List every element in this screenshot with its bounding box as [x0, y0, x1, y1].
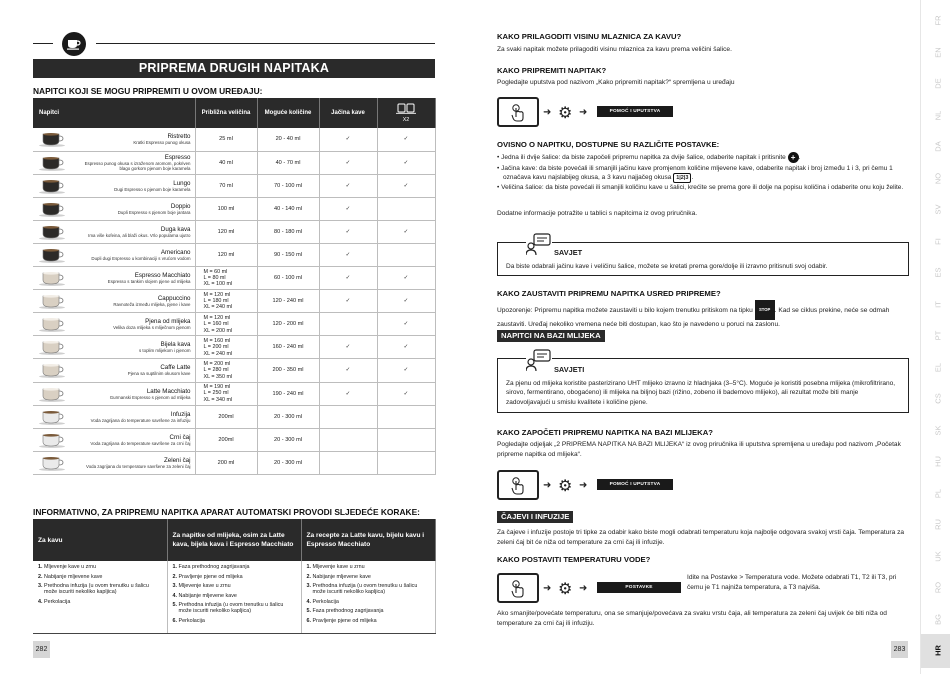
table-row	[33, 428, 435, 451]
language-tab-da[interactable]: DA	[933, 141, 943, 152]
col-drinks: Napitci	[33, 98, 195, 128]
coffee-cup-icon	[62, 32, 86, 56]
tip-box-2	[497, 358, 909, 413]
step-item: 4. Nabijanje mljevene kave	[172, 592, 237, 599]
cup-image	[37, 271, 68, 286]
double-cell: ✓	[377, 382, 435, 405]
col-double-cup: X2	[377, 98, 435, 128]
double-cell	[377, 243, 435, 266]
table-row	[33, 128, 435, 151]
step-item: 4. Perkolacija	[306, 598, 339, 605]
bullet-strength: • Jačina kave: da biste povećali ili smanjili jačinu kave promjenom količine mljevene kave, odaberite napitak i broj između 1 i 3, pri čemu 1 označava kavu najslabijeg okusa, a 3 kavu najjačeg okusa 1|2|3 .	[497, 164, 893, 181]
drink-cell: Duga kava Ima više kofeina, ali blaži okus. Vrlo popularna ujutro	[33, 220, 195, 243]
size-cell: M = 120 ml L = 180 ml XL = 240 ml	[195, 290, 257, 313]
cup-image	[37, 456, 68, 471]
size-cell: 200ml	[195, 405, 257, 428]
step-item: 6. Perkolacija	[172, 617, 205, 624]
nozzle-height-text: Za svaki napitak možete prilagoditi visinu mlaznica za kavu prema veličini šalice.	[497, 46, 732, 53]
tip-text-2: Za pjenu od mlijeka koristite pasterizirano UHT mlijeko izravno iz hladnjaka (3–5°C). Moguće je koristiti posebna mlijeka (mikrofiltrirano, sirovo, fermentirano, obogaćeno) ili mlijeka na biljnoj bazi (rižino, zobeno ili bademovo mlijeko), ali rezultat može biti manje zadovoljavajući u smislu kvalitete i količine pjene.	[506, 380, 896, 406]
table-row	[33, 405, 435, 428]
language-tab-hu[interactable]: HU	[933, 456, 943, 467]
double-cell: ✓	[377, 359, 435, 382]
flow-help-2	[497, 470, 777, 500]
range-cell: 120 - 200 ml	[257, 313, 319, 336]
stop-text: Upozorenje: Pripremu napitka možete zaustaviti u bilo kojem trenutku pritiskom na tipku STOP . Kad se ciklus prekine, neće se odmah zaustaviti. Uređaj nekoliko vremena neće biti dostupan, kao što je navedeno u poruci na zaslonu.	[497, 300, 909, 330]
strength-key: 1|2|3	[673, 173, 691, 183]
table-row	[33, 336, 435, 359]
strength-cell: ✓	[319, 382, 377, 405]
size-cell: M = 190 ml L = 250 ml XL = 340 ml	[195, 382, 257, 405]
drink-cell: Infuzija Voda zagrijana do temperature savršene za infuziju	[33, 405, 195, 428]
drink-cell: Latte Macchiato Gurmanski Espresso s pjenom od mlijeka	[33, 382, 195, 405]
size-cell: 40 ml	[195, 151, 257, 174]
range-cell: 90 - 150 ml	[257, 243, 319, 266]
range-cell: 20 - 40 ml	[257, 128, 319, 151]
arrow-icon: ➜	[579, 583, 588, 594]
size-cell: M = 200 ml L = 280 ml XL = 350 ml	[195, 359, 257, 382]
size-cell: 70 ml	[195, 174, 257, 197]
cup-image	[37, 387, 68, 402]
tip-title-2: SAVJETI	[554, 365, 585, 374]
table-row	[33, 151, 435, 174]
language-tab-it[interactable]: IT	[933, 300, 943, 308]
size-cell: M = 160 ml L = 200 ml XL = 240 ml	[195, 336, 257, 359]
language-tab-hr[interactable]: HR	[921, 634, 950, 668]
size-cell: 200ml	[195, 428, 257, 451]
strength-cell: ✓	[319, 151, 377, 174]
strength-cell: ✓	[319, 220, 377, 243]
drink-cell: Crni čaj Voda zagrijana do temperature savršene za crni čaj	[33, 428, 195, 451]
double-cell: ✓	[377, 151, 435, 174]
settings-heading: OVISNO O NAPITKU, DOSTUPNE SU RAZLIČITE POSTAVKE:	[497, 140, 720, 149]
range-cell: 200 - 350 ml	[257, 359, 319, 382]
temp-note-text: Ako smanjite/povećate temperaturu, ona se smanjuje/povećava za svaku vrstu čaja, ali temperatura za zeleni čaj uvijek će biti niža od temperature za crni čaj ili infuziju.	[497, 610, 887, 627]
step-item: 6. Pravljenje pjene od mlijeka	[306, 617, 377, 624]
steps-col-milk: Za napitke od mlijeka, osim za Latte kava, bijela kava i Espresso Macchiato	[167, 519, 301, 561]
range-cell: 70 - 100 ml	[257, 174, 319, 197]
step-item: 2. Nabijanje mljevene kave	[306, 573, 371, 580]
language-tab-fi[interactable]: FI	[933, 237, 943, 245]
range-cell: 40 - 140 ml	[257, 197, 319, 220]
step-item: 3. Mljevenje kave u zrnu	[172, 583, 231, 589]
language-tab-en[interactable]: EN	[933, 46, 943, 58]
drink-cell: Espresso Espresso punog okusa s izraženom aromom, pokriven blago gorkom pjenom boje karamela	[33, 151, 195, 174]
teas-bar: ČAJEVI I INFUZIJE	[497, 511, 573, 523]
drink-cell: Lungo Dugi Espresso s pjenom boje karamela	[33, 174, 195, 197]
arrow-icon: ➜	[543, 107, 552, 118]
double-cell: ✓	[377, 220, 435, 243]
double-cell: ✓	[377, 128, 435, 151]
arrow-icon: ➜	[579, 107, 588, 118]
col-size: Približna veličina	[195, 98, 257, 128]
range-cell: 120 - 240 ml	[257, 290, 319, 313]
language-tab-sv[interactable]: SV	[933, 204, 943, 215]
milk-start-text: Pogledajte odjeljak „2 PRIPREMA NAPITKA NA BAZI MLIJEKA“ iz ovog priručnika ili uputstva spremljena u uređaju pod nazivom „Početak pripreme napitka od mlijeka“.	[497, 441, 901, 458]
cup-image	[37, 132, 68, 147]
language-tab-de[interactable]: DE	[933, 78, 943, 89]
drink-cell: Espresso Macchiato Espresso s tankim slojem pjene od mlijeka	[33, 267, 195, 290]
drink-cell: Caffe Latte Pjena sa suptilnim okusom kave	[33, 359, 195, 382]
more-info-text: Dodatne informacije potražite u tablici s napitcima iz ovog priručnika.	[497, 210, 698, 217]
language-tab-bg[interactable]: BG	[933, 613, 943, 625]
nozzle-height-heading: KAKO PRILAGODITI VISINU MLAZNICA ZA KAVU?	[497, 32, 682, 41]
language-tab-es[interactable]: ES	[933, 267, 943, 278]
table-row	[33, 451, 435, 474]
cup-image	[37, 156, 68, 171]
range-cell: 80 - 180 ml	[257, 220, 319, 243]
prepare-drink-text: Pogledajte uputstva pod nazivom „Kako pripremiti napitak?“ spremljena u uređaju	[497, 79, 735, 86]
size-cell: 25 ml	[195, 128, 257, 151]
settings-button[interactable]: POSTAVKE	[597, 582, 681, 593]
step-item: 4. Perkolacija	[38, 598, 71, 605]
language-tab-no[interactable]: NO	[933, 172, 943, 184]
table-row	[33, 197, 435, 220]
double-cell	[377, 405, 435, 428]
drink-cell: Ristretto Kratki Espresso punog okusa	[33, 128, 195, 151]
step-item: 3. Prethodna infuzija (u ovom trenutku u šalicu može iscuriti nekoliko kapljica)	[306, 583, 418, 596]
range-cell: 20 - 300 ml	[257, 428, 319, 451]
size-cell: M = 120 ml L = 160 ml XL = 200 ml	[195, 313, 257, 336]
strength-cell	[319, 313, 377, 336]
range-cell: 20 - 300 ml	[257, 405, 319, 428]
strength-cell: ✓	[319, 336, 377, 359]
step-item: 5. Faza prethodnog zagrijavanja	[306, 608, 384, 615]
teas-text: Za čajeve i infuzije postoje tri tipke za odabir kako biste mogli odabrati temperaturu koja najbolje odgovara svakoj vrsti čaja. Temperatura za zeleni čaj bit će niža od temperature za crni čaj ili infuzije.	[497, 529, 905, 546]
strength-cell: ✓	[319, 197, 377, 220]
language-tab-fr[interactable]: FR	[933, 15, 943, 26]
cup-image	[37, 294, 68, 309]
milk-start-heading: KAKO ZAPOČETI PRIPREMU NAPITKA NA BAZI MLIJEKA?	[497, 428, 713, 437]
table-row	[33, 243, 435, 266]
cup-image	[37, 410, 68, 425]
touch-screen-icon	[497, 470, 539, 500]
double-cell: ✓	[377, 267, 435, 290]
tip-title-1: SAVJET	[554, 248, 583, 257]
double-cell	[377, 451, 435, 474]
arrow-icon: ➜	[579, 480, 588, 491]
chat-bubble-icon	[526, 349, 552, 371]
bullet-cup-size: • Veličina šalice: da biste povećali ili smanjili količinu kave u šalici, krećite se prema gore ili dolje na popisu količina i odaberite onu koju želite.	[497, 184, 904, 192]
page-number-left: 282	[33, 641, 50, 658]
drinks-list-heading: NAPITCI KOJI SE MOGU PRIPREMITI U OVOM UREĐAJU:	[33, 86, 263, 96]
strength-cell: ✓	[319, 128, 377, 151]
header-rule-right	[96, 43, 435, 44]
cup-image	[37, 202, 68, 217]
steps-col-latte: Za recepte za Latte kavu, bijelu kavu i Espresso Macchiato	[301, 519, 435, 561]
water-temp-text: Idite na Postavke > Temperatura vode. Možete odabrati T1, T2 ili T3, pri čemu je T1 najniža temperatura, a T3 najviša.	[687, 574, 897, 591]
steps-col-coffee: Za kavu	[33, 519, 167, 561]
strength-cell: ✓	[319, 359, 377, 382]
steps-heading: INFORMATIVNO, ZA PRIPREMU NAPITKA APARAT AUTOMATSKI PROVODI SLJEDEĆE KORAKE:	[33, 507, 420, 517]
size-cell: 100 ml	[195, 197, 257, 220]
tip-box-1	[497, 242, 909, 276]
drink-cell: Pjena od mlijeka Velika doza mlijeka s mliječnom pjenom	[33, 313, 195, 336]
steps-list-latte	[301, 561, 435, 633]
drinks-table	[33, 98, 436, 475]
help-button[interactable]: POMOĆ I UPUTSTVA	[597, 479, 673, 490]
language-tab-cs[interactable]: CS	[933, 393, 943, 404]
settings-bullets	[497, 152, 912, 193]
cup-image	[37, 225, 68, 240]
range-cell: 190 - 240 ml	[257, 382, 319, 405]
stop-button[interactable]: STOP	[755, 300, 775, 320]
table-row	[33, 174, 435, 197]
size-cell: M = 60 ml L = 80 ml XL = 100 ml	[195, 267, 257, 290]
bullet-cups: • Jedna ili dvije šalice: da biste započeli pripremu napitka za dvije šalice, odaberite napitak i pritisnite + .	[497, 153, 801, 162]
milk-drinks-bar: NAPITCI NA BAZI MLIJEKA	[497, 330, 605, 342]
double-cell	[377, 197, 435, 220]
table-row	[33, 359, 435, 382]
flow-help	[497, 97, 777, 127]
cup-image	[37, 248, 68, 263]
double-cell: ✓	[377, 336, 435, 359]
cup-image	[37, 317, 68, 332]
gear-icon: ⚙	[558, 105, 573, 122]
double-cup-icon	[396, 103, 416, 114]
range-cell: 160 - 240 ml	[257, 336, 319, 359]
step-item: 1. Faza prethodnog zagrijavanja	[172, 564, 250, 570]
col-range: Moguće količine	[257, 98, 319, 128]
double-cell	[377, 428, 435, 451]
language-tab-nl[interactable]: NL	[933, 110, 943, 120]
language-tab-uk[interactable]: UK	[933, 550, 943, 562]
steps-table	[33, 519, 436, 634]
language-tabs	[920, 0, 950, 674]
touch-screen-icon	[497, 97, 539, 127]
drink-cell: Bijela kava s toplim mlijekom i pjenom	[33, 336, 195, 359]
step-item: 2. Nabijanje mljevene kave	[38, 573, 103, 580]
range-cell: 60 - 100 ml	[257, 267, 319, 290]
cup-image	[37, 179, 68, 194]
drink-cell: Cappuccino Ravnoteža između mlijeka, pjene i kave	[33, 290, 195, 313]
arrow-icon: ➜	[543, 583, 552, 594]
strength-cell: ✓	[319, 243, 377, 266]
drink-cell: Americano Dupli dugi Espresso u kombinaciji s vrućom vodom	[33, 243, 195, 266]
stop-heading: KAKO ZAUSTAVITI PRIPREMU NAPITKA USRED PRIPREME?	[497, 289, 721, 298]
table-row	[33, 220, 435, 243]
gear-icon: ⚙	[558, 581, 573, 598]
size-cell: 200 ml	[195, 451, 257, 474]
steps-list-coffee	[33, 561, 167, 633]
plus-icon: +	[788, 152, 799, 163]
range-cell: 40 - 70 ml	[257, 151, 319, 174]
cup-image	[37, 363, 68, 378]
gear-icon: ⚙	[558, 478, 573, 495]
language-tab-ro[interactable]: RO	[933, 581, 943, 594]
step-item: 1. Mljevenje kave u zrnu	[38, 564, 97, 570]
prepare-drink-heading: KAKO PRIPREMITI NAPITAK?	[497, 66, 607, 75]
double-cell: ✓	[377, 313, 435, 336]
double-cell: ✓	[377, 174, 435, 197]
touch-screen-icon	[497, 573, 539, 603]
language-tab-ru[interactable]: RU	[933, 519, 943, 530]
step-item: 1. Mljevenje kave u zrnu	[306, 564, 365, 570]
language-tab-pl[interactable]: PL	[933, 488, 943, 498]
strength-cell	[319, 428, 377, 451]
table-row	[33, 313, 435, 336]
table-row	[33, 290, 435, 313]
tip-text-1: Da biste odabrali jačinu kave i veličinu šalice, možete se kretati prema gore/dolje ili izravno pritisnuti svoj odabir.	[506, 263, 828, 270]
help-button[interactable]: POMOĆ I UPUTSTVA	[597, 106, 673, 117]
steps-list-milk	[167, 561, 301, 633]
size-cell: 120 ml	[195, 220, 257, 243]
table-row	[33, 382, 435, 405]
strength-cell	[319, 405, 377, 428]
range-cell: 20 - 300 ml	[257, 451, 319, 474]
language-tab-el[interactable]: EL	[933, 362, 943, 372]
page-title-banner: PRIPREMA DRUGIH NAPITAKA	[33, 59, 435, 78]
double-cell: ✓	[377, 290, 435, 313]
cup-image	[37, 433, 68, 448]
strength-cell	[319, 451, 377, 474]
chat-bubble-icon	[526, 233, 552, 255]
table-row	[33, 267, 435, 290]
cup-image	[37, 340, 68, 355]
language-tab-pt[interactable]: PT	[933, 330, 943, 341]
drink-cell: Zeleni čaj Voda zagrijana do temperature savršene za zeleni čaj	[33, 451, 195, 474]
drink-cell: Doppio Dupli Espresso s pjenom boje jantara	[33, 197, 195, 220]
language-tab-sk[interactable]: SK	[933, 425, 943, 436]
water-temp-heading: KAKO POSTAVITI TEMPERATURU VODE?	[497, 555, 651, 564]
strength-cell: ✓	[319, 290, 377, 313]
arrow-icon: ➜	[543, 480, 552, 491]
step-item: 5. Prethodna infuzija (u ovom trenutku u šalicu može iscuriti nekoliko kapljica)	[172, 602, 284, 615]
col-strength: Jačina kave	[319, 98, 377, 128]
page-number-right: 283	[891, 641, 908, 658]
step-item: 3. Prethodna infuzija (u ovom trenutku u šalicu može iscuriti nekoliko kapljica)	[38, 583, 149, 596]
strength-cell: ✓	[319, 267, 377, 290]
header-rule-left	[33, 43, 53, 44]
size-cell: 120 ml	[195, 243, 257, 266]
strength-cell: ✓	[319, 174, 377, 197]
step-item: 2. Pravljenje pjene od mlijeka	[172, 573, 243, 580]
